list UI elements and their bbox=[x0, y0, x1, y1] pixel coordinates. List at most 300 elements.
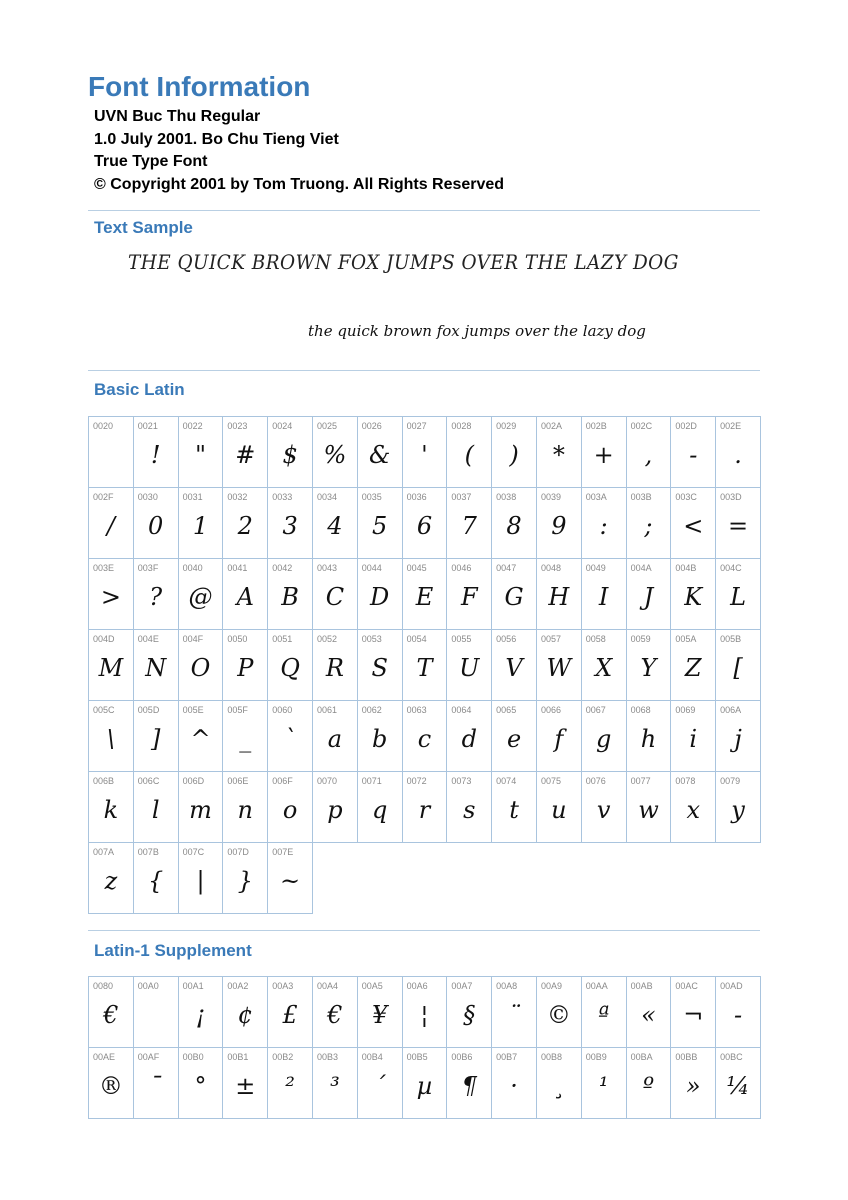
glyph-char: B bbox=[281, 583, 299, 611]
glyph-code: 0077 bbox=[630, 776, 651, 786]
sample-lowercase: the quick brown fox jumps over the lazy dog bbox=[308, 322, 646, 340]
glyph-cell bbox=[134, 701, 179, 772]
glyph-char: ' bbox=[421, 441, 428, 469]
glyph-row bbox=[89, 772, 761, 843]
glyph-cell bbox=[627, 417, 672, 488]
glyph-char: r bbox=[418, 796, 431, 824]
glyph-code: 007A bbox=[93, 847, 115, 857]
glyph-cell bbox=[134, 843, 179, 914]
glyph-cell bbox=[447, 488, 492, 559]
glyph-cell bbox=[492, 488, 537, 559]
glyph-cell bbox=[403, 559, 448, 630]
glyph-char: A bbox=[236, 583, 254, 611]
glyph-code: 002F bbox=[93, 492, 114, 502]
glyph-char: ¨ bbox=[508, 1001, 521, 1029]
glyph-char: M bbox=[98, 654, 124, 682]
glyph-code: 005A bbox=[675, 634, 697, 644]
glyph-code: 00AB bbox=[630, 981, 653, 991]
latin1-grid bbox=[88, 976, 761, 1119]
font-meta bbox=[88, 106, 760, 196]
glyph-code: 0073 bbox=[451, 776, 472, 786]
glyph-char: & bbox=[368, 441, 391, 469]
glyph-cell bbox=[134, 630, 179, 701]
glyph-cell bbox=[537, 417, 582, 488]
glyph-char: 6 bbox=[416, 512, 433, 540]
glyph-cell bbox=[313, 701, 358, 772]
glyph-cell bbox=[179, 843, 224, 914]
glyph-char: , bbox=[644, 441, 653, 469]
glyph-char: ` bbox=[284, 725, 297, 753]
glyph-cell bbox=[537, 977, 582, 1048]
glyph-char: ~ bbox=[280, 867, 301, 895]
glyph-code: 0035 bbox=[361, 492, 382, 502]
glyph-code: 0023 bbox=[227, 421, 248, 431]
glyph-code: 0045 bbox=[406, 563, 427, 573]
glyph-cell bbox=[89, 1048, 134, 1119]
glyph-cell bbox=[313, 559, 358, 630]
glyph-code: 0060 bbox=[272, 705, 293, 715]
glyph-code: 0038 bbox=[496, 492, 517, 502]
glyph-cell bbox=[179, 977, 224, 1048]
glyph-code: 002C bbox=[630, 421, 653, 431]
glyph-char: | bbox=[196, 867, 205, 895]
glyph-cell bbox=[268, 488, 313, 559]
glyph-cell bbox=[358, 1048, 403, 1119]
glyph-cell bbox=[492, 417, 537, 488]
glyph-cell bbox=[89, 417, 134, 488]
glyph-code: 00A5 bbox=[361, 981, 383, 991]
glyph-code: 00B9 bbox=[585, 1052, 607, 1062]
glyph-code: 002D bbox=[675, 421, 697, 431]
glyph-char: c bbox=[417, 725, 432, 753]
glyph-cell bbox=[89, 488, 134, 559]
glyph-cell bbox=[537, 701, 582, 772]
glyph-char: w bbox=[638, 796, 659, 824]
glyph-code: 00AA bbox=[585, 981, 608, 991]
glyph-char: k bbox=[103, 796, 119, 824]
glyph-char: W bbox=[546, 654, 572, 682]
font-copyright: © Copyright 2001 by Tom Truong. All Rights Reserved bbox=[94, 175, 505, 193]
glyph-char: y bbox=[731, 796, 745, 824]
glyph-char: J bbox=[643, 583, 654, 611]
glyph-code: 0031 bbox=[182, 492, 203, 502]
glyph-cell bbox=[223, 488, 268, 559]
glyph-cell bbox=[313, 417, 358, 488]
glyph-code: 0072 bbox=[406, 776, 427, 786]
glyph-char: j bbox=[734, 725, 742, 753]
glyph-char: d bbox=[461, 725, 477, 753]
glyph-code: 00AF bbox=[137, 1052, 160, 1062]
glyph-char: ! bbox=[150, 441, 161, 469]
glyph-char: s bbox=[463, 796, 476, 824]
glyph-char: " bbox=[194, 441, 207, 469]
glyph-code: 0022 bbox=[182, 421, 203, 431]
glyph-cell bbox=[179, 701, 224, 772]
glyph-char: _ bbox=[239, 725, 252, 753]
glyph-cell bbox=[716, 701, 761, 772]
glyph-cell bbox=[134, 977, 179, 1048]
glyph-code: 0058 bbox=[585, 634, 606, 644]
glyph-cell bbox=[492, 977, 537, 1048]
glyph-code: 0043 bbox=[316, 563, 338, 573]
glyph-code: 0078 bbox=[675, 776, 696, 786]
glyph-cell bbox=[89, 843, 134, 914]
page-title: Font Information bbox=[88, 71, 311, 102]
glyph-code: 0027 bbox=[406, 421, 427, 431]
glyph-cell bbox=[447, 417, 492, 488]
glyph-code: 003B bbox=[630, 492, 652, 502]
glyph-code: 0055 bbox=[451, 634, 472, 644]
glyph-code: 0050 bbox=[227, 634, 248, 644]
glyph-code: 005B bbox=[720, 634, 742, 644]
glyph-char: ¥ bbox=[372, 1001, 388, 1029]
glyph-code: 0030 bbox=[137, 492, 158, 502]
glyph-char: 8 bbox=[506, 512, 522, 540]
glyph-code: 007C bbox=[182, 847, 205, 857]
glyph-code: 0069 bbox=[675, 705, 696, 715]
glyph-char: X bbox=[595, 654, 613, 682]
glyph-row bbox=[89, 1048, 761, 1119]
glyph-row bbox=[89, 977, 761, 1048]
glyph-code: 00B4 bbox=[361, 1052, 383, 1062]
glyph-char: ) bbox=[509, 441, 519, 469]
glyph-row bbox=[89, 488, 761, 559]
glyph-char: + bbox=[593, 441, 614, 469]
glyph-char: n bbox=[237, 796, 254, 824]
glyph-code: 0061 bbox=[316, 705, 338, 715]
glyph-cell bbox=[582, 488, 627, 559]
glyph-code: 002A bbox=[540, 421, 562, 431]
glyph-char: C bbox=[325, 583, 345, 611]
glyph-char: x bbox=[686, 796, 701, 824]
glyph-char: U bbox=[459, 654, 480, 682]
glyph-char: µ bbox=[416, 1072, 433, 1100]
glyph-char: ; bbox=[644, 512, 653, 540]
glyph-code: 0033 bbox=[272, 492, 293, 502]
glyph-code: 0049 bbox=[585, 563, 606, 573]
glyph-cell bbox=[223, 701, 268, 772]
glyph-cell bbox=[716, 630, 761, 701]
glyph-char: ^ bbox=[190, 725, 211, 753]
glyph-char: Y bbox=[640, 654, 657, 682]
glyph-cell bbox=[313, 630, 358, 701]
glyph-cell bbox=[716, 559, 761, 630]
glyph-char: b bbox=[371, 725, 388, 753]
glyph-code: 0040 bbox=[182, 563, 203, 573]
glyph-cell bbox=[223, 843, 268, 914]
glyph-cell bbox=[268, 1048, 313, 1119]
glyph-char: 3 bbox=[282, 512, 298, 540]
glyph-char: ´ bbox=[373, 1072, 386, 1100]
glyph-cell bbox=[671, 772, 716, 843]
glyph-code: 0052 bbox=[316, 634, 338, 644]
glyph-code: 0063 bbox=[406, 705, 427, 715]
glyph-cell bbox=[313, 772, 358, 843]
glyph-cell bbox=[268, 843, 313, 914]
glyph-char: h bbox=[640, 725, 657, 753]
glyph-cell bbox=[627, 1048, 672, 1119]
glyph-char: ¦ bbox=[420, 1001, 429, 1029]
glyph-row bbox=[89, 630, 761, 701]
glyph-cell bbox=[582, 559, 627, 630]
glyph-char: Z bbox=[684, 654, 702, 682]
glyph-code: 005E bbox=[182, 705, 204, 715]
glyph-cell bbox=[627, 630, 672, 701]
glyph-char: · bbox=[510, 1072, 518, 1100]
glyph-cell bbox=[358, 559, 403, 630]
glyph-code: 004A bbox=[630, 563, 652, 573]
glyph-code: 0051 bbox=[272, 634, 293, 644]
glyph-code: 0026 bbox=[361, 421, 382, 431]
glyph-char: § bbox=[463, 1001, 476, 1029]
glyph-char: ¯ bbox=[149, 1072, 162, 1100]
glyph-char: # bbox=[235, 441, 256, 469]
glyph-code: 007D bbox=[227, 847, 249, 857]
glyph-cell bbox=[268, 559, 313, 630]
glyph-char: P bbox=[237, 654, 254, 682]
glyph-code: 0076 bbox=[585, 776, 606, 786]
glyph-cell bbox=[671, 701, 716, 772]
divider bbox=[88, 930, 760, 931]
glyph-char: . bbox=[734, 441, 742, 469]
glyph-char: ? bbox=[149, 583, 163, 611]
glyph-cell bbox=[179, 488, 224, 559]
glyph-code: 004E bbox=[137, 634, 159, 644]
basic-latin-title: Basic Latin bbox=[94, 380, 185, 399]
glyph-cell bbox=[89, 977, 134, 1048]
glyph-char: g bbox=[595, 725, 612, 753]
glyph-char: 0 bbox=[148, 512, 164, 540]
glyph-code: 00A1 bbox=[182, 981, 204, 991]
glyph-char: - bbox=[689, 441, 698, 469]
glyph-code: 0024 bbox=[272, 421, 293, 431]
glyph-cell bbox=[537, 630, 582, 701]
glyph-char: R bbox=[325, 654, 344, 682]
glyph-char: u bbox=[551, 796, 567, 824]
glyph-code: 00B1 bbox=[227, 1052, 249, 1062]
glyph-cell bbox=[134, 772, 179, 843]
divider bbox=[88, 210, 760, 211]
glyph-cell bbox=[223, 977, 268, 1048]
glyph-cell bbox=[89, 559, 134, 630]
glyph-char: m bbox=[189, 796, 212, 824]
glyph-char: T bbox=[416, 654, 433, 682]
glyph-char: F bbox=[460, 583, 478, 611]
glyph-code: 0062 bbox=[361, 705, 382, 715]
glyph-cell bbox=[716, 1048, 761, 1119]
glyph-char: @ bbox=[188, 583, 213, 611]
glyph-char: 4 bbox=[327, 512, 343, 540]
glyph-char: v bbox=[596, 796, 611, 824]
glyph-code: 007E bbox=[272, 847, 294, 857]
glyph-cell bbox=[89, 772, 134, 843]
glyph-char: p bbox=[327, 796, 343, 824]
glyph-char: / bbox=[106, 512, 115, 540]
glyph-cell bbox=[403, 417, 448, 488]
glyph-cell bbox=[582, 1048, 627, 1119]
glyph-code: 0057 bbox=[540, 634, 561, 644]
glyph-cell bbox=[671, 559, 716, 630]
glyph-char: { bbox=[148, 867, 164, 895]
glyph-code: 003C bbox=[675, 492, 697, 502]
glyph-cell bbox=[671, 417, 716, 488]
glyph-code: 0025 bbox=[316, 421, 338, 431]
glyph-code: 00AD bbox=[720, 981, 743, 991]
glyph-char: z bbox=[104, 867, 118, 895]
glyph-code: 0044 bbox=[361, 563, 382, 573]
glyph-cell bbox=[313, 977, 358, 1048]
glyph-char: ( bbox=[464, 441, 474, 469]
glyph-cell bbox=[537, 1048, 582, 1119]
glyph-char: D bbox=[370, 583, 390, 611]
glyph-code: 0068 bbox=[630, 705, 651, 715]
glyph-code: 00A2 bbox=[227, 981, 249, 991]
glyph-char: % bbox=[323, 441, 347, 469]
glyph-cell bbox=[447, 977, 492, 1048]
glyph-cell bbox=[179, 559, 224, 630]
glyph-cell bbox=[179, 772, 224, 843]
glyph-code: 0034 bbox=[316, 492, 338, 502]
glyph-code: 007B bbox=[137, 847, 159, 857]
glyph-code: 0020 bbox=[93, 421, 114, 431]
glyph-char: e bbox=[506, 725, 522, 753]
glyph-code: 004D bbox=[93, 634, 115, 644]
glyph-cell bbox=[627, 701, 672, 772]
glyph-code: 00AE bbox=[93, 1052, 116, 1062]
glyph-cell bbox=[716, 417, 761, 488]
glyph-cell bbox=[179, 417, 224, 488]
glyph-code: 0037 bbox=[451, 492, 472, 502]
glyph-code: 0080 bbox=[93, 981, 114, 991]
glyph-cell bbox=[134, 417, 179, 488]
glyph-cell bbox=[358, 977, 403, 1048]
glyph-cell bbox=[403, 630, 448, 701]
glyph-char: 5 bbox=[372, 512, 388, 540]
glyph-code: 0071 bbox=[361, 776, 382, 786]
glyph-code: 0064 bbox=[451, 705, 472, 715]
glyph-char: o bbox=[282, 796, 298, 824]
font-name: UVN Buc Thu Regular bbox=[94, 108, 261, 125]
glyph-cell bbox=[134, 559, 179, 630]
glyph-code: 0065 bbox=[496, 705, 517, 715]
glyph-char: t bbox=[509, 796, 519, 824]
glyph-char: ° bbox=[194, 1072, 207, 1100]
glyph-code: 006F bbox=[272, 776, 293, 786]
glyph-code: 00B8 bbox=[540, 1052, 562, 1062]
glyph-row bbox=[89, 843, 761, 914]
glyph-char: € bbox=[327, 1001, 343, 1029]
glyph-cell bbox=[403, 977, 448, 1048]
glyph-code: 00B6 bbox=[451, 1052, 473, 1062]
glyph-char: 7 bbox=[461, 512, 477, 540]
glyph-char: E bbox=[415, 583, 434, 611]
glyph-char: ¢ bbox=[237, 1001, 253, 1029]
glyph-cell bbox=[403, 701, 448, 772]
glyph-code: 0070 bbox=[316, 776, 338, 786]
glyph-char: G bbox=[504, 583, 524, 611]
glyph-char: - bbox=[734, 1001, 743, 1029]
text-sample-title: Text Sample bbox=[94, 218, 193, 237]
glyph-cell bbox=[627, 488, 672, 559]
glyph-char: « bbox=[641, 1001, 656, 1029]
glyph-cell bbox=[627, 559, 672, 630]
glyph-cell bbox=[223, 1048, 268, 1119]
glyph-char: ¬ bbox=[683, 1001, 704, 1029]
glyph-cell bbox=[492, 559, 537, 630]
glyph-code: 002B bbox=[585, 421, 607, 431]
glyph-char: = bbox=[728, 512, 749, 540]
glyph-char: : bbox=[599, 512, 608, 540]
glyph-cell bbox=[403, 1048, 448, 1119]
glyph-code: 0059 bbox=[630, 634, 651, 644]
glyph-char: $ bbox=[282, 441, 298, 469]
glyph-code: 003A bbox=[585, 492, 607, 502]
glyph-char: € bbox=[103, 1001, 119, 1029]
glyph-cell bbox=[313, 1048, 358, 1119]
glyph-cell bbox=[716, 977, 761, 1048]
glyph-code: 003F bbox=[137, 563, 159, 573]
glyph-char: 2 bbox=[237, 512, 253, 540]
glyph-code: 00A0 bbox=[137, 981, 159, 991]
glyph-code: 00BC bbox=[720, 1052, 743, 1062]
glyph-code: 0021 bbox=[137, 421, 158, 431]
glyph-cell bbox=[716, 488, 761, 559]
glyph-code: 00A7 bbox=[451, 981, 473, 991]
glyph-cell bbox=[223, 559, 268, 630]
glyph-code: 006D bbox=[182, 776, 205, 786]
glyph-char: V bbox=[505, 654, 523, 682]
glyph-char: ³ bbox=[330, 1072, 340, 1100]
glyph-cell bbox=[89, 701, 134, 772]
glyph-char: S bbox=[371, 654, 388, 682]
glyph-char: ² bbox=[285, 1072, 295, 1100]
glyph-code: 0066 bbox=[540, 705, 561, 715]
glyph-cell bbox=[268, 417, 313, 488]
glyph-cell bbox=[447, 1048, 492, 1119]
glyph-code: 00AC bbox=[675, 981, 698, 991]
glyph-code: 0029 bbox=[496, 421, 517, 431]
glyph-cell bbox=[492, 701, 537, 772]
glyph-cell bbox=[492, 630, 537, 701]
glyph-cell bbox=[358, 417, 403, 488]
glyph-code: 0054 bbox=[406, 634, 427, 644]
glyph-char: N bbox=[145, 654, 167, 682]
glyph-cell bbox=[627, 772, 672, 843]
glyph-char: H bbox=[548, 583, 570, 611]
glyph-cell bbox=[582, 701, 627, 772]
glyph-code: 00A6 bbox=[406, 981, 428, 991]
glyph-cell bbox=[223, 417, 268, 488]
font-version: 1.0 July 2001. Bo Chu Tieng Viet bbox=[94, 130, 339, 148]
glyph-code: 006C bbox=[137, 776, 160, 786]
glyph-cell bbox=[223, 630, 268, 701]
glyph-char: < bbox=[683, 512, 704, 540]
glyph-code: 0067 bbox=[585, 705, 606, 715]
glyph-char: \ bbox=[106, 725, 115, 753]
glyph-row bbox=[89, 701, 761, 772]
glyph-cell bbox=[716, 772, 761, 843]
glyph-cell bbox=[268, 701, 313, 772]
glyph-code: 0079 bbox=[720, 776, 741, 786]
glyph-cell bbox=[671, 977, 716, 1048]
glyph-code: 0039 bbox=[540, 492, 561, 502]
glyph-char: a bbox=[327, 725, 343, 753]
glyph-code: 0053 bbox=[361, 634, 382, 644]
glyph-code: 0046 bbox=[451, 563, 472, 573]
glyph-cell bbox=[492, 1048, 537, 1119]
glyph-cell bbox=[134, 488, 179, 559]
glyph-char: l bbox=[151, 796, 160, 824]
